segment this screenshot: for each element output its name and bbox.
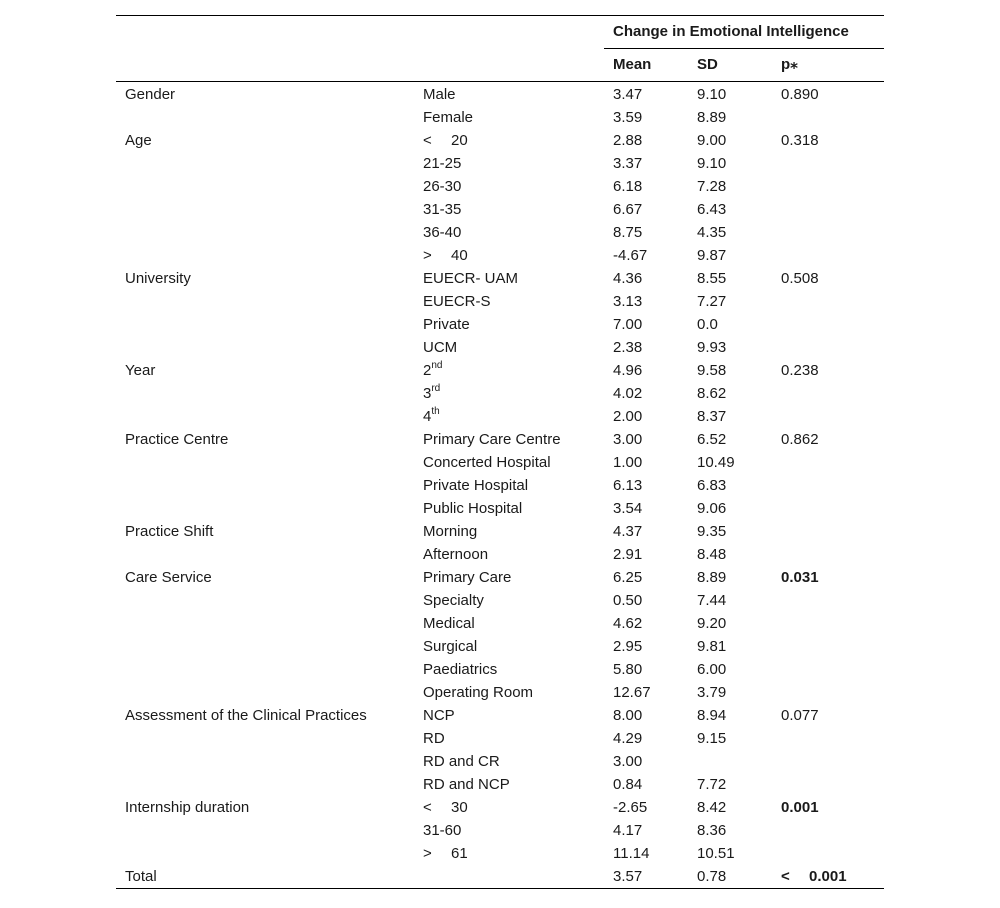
mean-cell: 8.75 xyxy=(613,224,643,241)
table-row xyxy=(116,635,884,658)
header-row-columns xyxy=(116,49,884,82)
variable-cell xyxy=(116,106,414,129)
p-value-cell xyxy=(772,658,884,681)
group-header-title: Change in Emotional Intelligence xyxy=(604,16,884,49)
sd-cell: 8.37 xyxy=(697,408,727,425)
sd-cell: 8.62 xyxy=(697,385,727,402)
mean-cell: 8.00 xyxy=(613,707,643,724)
mean-cell: 3.00 xyxy=(613,431,643,448)
mean-cell: 4.96 xyxy=(613,362,643,379)
mean-cell: 3.54 xyxy=(613,500,643,517)
p-value-cell xyxy=(772,221,884,244)
column-header-sd: SD xyxy=(688,49,772,82)
category-label: Operating Room xyxy=(423,684,534,701)
table-row xyxy=(116,497,884,520)
mean-cell: 4.36 xyxy=(613,270,643,287)
mean-cell: 2.91 xyxy=(613,546,643,563)
category-cell xyxy=(414,336,604,359)
category-label: Female xyxy=(423,109,474,126)
variable-cell xyxy=(116,497,414,520)
sd-cell: 8.89 xyxy=(697,569,727,586)
p-value-cell xyxy=(772,566,884,589)
sd-cell: 9.06 xyxy=(697,500,727,517)
category-cell xyxy=(414,543,604,566)
table-row xyxy=(116,842,884,865)
variable-cell xyxy=(116,336,414,359)
category-label: Primary Care xyxy=(423,569,512,586)
mean-cell: 2.38 xyxy=(613,339,643,356)
p-value-cell xyxy=(772,244,884,267)
sd-cell: 7.27 xyxy=(697,293,727,310)
variable-cell xyxy=(116,750,414,773)
category-cell xyxy=(414,313,604,336)
variable-cell: Total xyxy=(116,865,414,889)
category-label: Male xyxy=(423,86,456,103)
p-value-cell xyxy=(772,842,884,865)
p-value: 0.862 xyxy=(781,431,819,448)
header-blank-cell xyxy=(116,49,414,82)
category-cell xyxy=(414,290,604,313)
table-row xyxy=(116,750,884,773)
category-cell xyxy=(414,704,604,727)
p-value-cell xyxy=(772,382,884,405)
table-row xyxy=(116,428,884,451)
table-row xyxy=(116,681,884,704)
sd-cell: 0.0 xyxy=(697,316,718,333)
p-value-cell xyxy=(772,129,884,152)
mean-cell: 2.88 xyxy=(613,132,643,149)
category-cell xyxy=(414,681,604,704)
category-label: Morning xyxy=(423,523,478,540)
table-row xyxy=(116,612,884,635)
p-value-cell xyxy=(772,727,884,750)
category-label: 30 xyxy=(451,799,468,816)
comparison-symbol: > xyxy=(423,845,432,862)
table-row xyxy=(116,359,884,382)
table-row xyxy=(116,313,884,336)
category-label: Afternoon xyxy=(423,546,489,563)
table-row xyxy=(116,290,884,313)
category-label: 26-30 xyxy=(423,178,462,195)
variable-cell xyxy=(116,221,414,244)
sd-cell: 9.87 xyxy=(697,247,727,264)
table-row xyxy=(116,451,884,474)
category-label: EUECR- UAM xyxy=(423,270,519,287)
p-value: 0.001 xyxy=(809,868,847,885)
category-cell xyxy=(414,796,604,819)
variable-cell xyxy=(116,635,414,658)
category-cell xyxy=(414,520,604,543)
variable-cell xyxy=(116,589,414,612)
table-row xyxy=(116,474,884,497)
category-label: Concerted Hospital xyxy=(423,454,551,471)
mean-cell: 4.02 xyxy=(613,385,643,402)
variable-cell xyxy=(116,290,414,313)
comparison-symbol: < xyxy=(423,799,432,816)
sd-cell: 10.49 xyxy=(697,454,735,471)
p-value-cell xyxy=(772,106,884,129)
category-cell xyxy=(414,566,604,589)
category-cell xyxy=(414,405,604,428)
mean-cell: 3.37 xyxy=(613,155,643,172)
p-value-cell xyxy=(772,451,884,474)
table-row xyxy=(116,819,884,842)
sd-cell: 0.78 xyxy=(688,865,772,889)
sd-cell: 7.28 xyxy=(697,178,727,195)
category-cell xyxy=(414,267,604,290)
category-label: 21-25 xyxy=(423,155,462,172)
table-row xyxy=(116,382,884,405)
p-value-cell xyxy=(772,750,884,773)
sd-cell: 8.36 xyxy=(697,822,727,839)
mean-cell: 2.95 xyxy=(613,638,643,655)
table-row xyxy=(116,658,884,681)
p-value: 0.001 xyxy=(781,799,819,816)
variable-cell xyxy=(116,451,414,474)
p-value-cell xyxy=(772,681,884,704)
category-cell xyxy=(414,750,604,773)
category-cell xyxy=(414,474,604,497)
sd-cell: 6.52 xyxy=(697,431,727,448)
mean-cell: 6.13 xyxy=(613,477,643,494)
mean-cell: 6.67 xyxy=(613,201,643,218)
p-value-cell xyxy=(772,773,884,796)
mean-cell: 4.29 xyxy=(613,730,643,747)
sd-cell: 7.44 xyxy=(697,592,727,609)
table-row xyxy=(116,336,884,359)
table-row xyxy=(116,82,884,107)
category-label: Surgical xyxy=(423,638,478,655)
category-label: 31-60 xyxy=(423,822,462,839)
mean-cell: 3.00 xyxy=(613,753,643,770)
category-cell xyxy=(414,727,604,750)
variable-cell xyxy=(116,405,414,428)
category-cell xyxy=(414,773,604,796)
table-row xyxy=(116,566,884,589)
table-body xyxy=(116,82,884,889)
p-value-cell xyxy=(772,497,884,520)
mean-cell: 4.62 xyxy=(613,615,643,632)
variable-cell xyxy=(116,612,414,635)
p-value-cell xyxy=(772,543,884,566)
variable-cell: Year xyxy=(125,362,156,379)
p-value-cell xyxy=(772,474,884,497)
category-label: UCM xyxy=(423,339,458,356)
p-value: 0.031 xyxy=(781,569,819,586)
p-value-cell xyxy=(772,405,884,428)
sd-cell: 7.72 xyxy=(697,776,727,793)
variable-cell: Practice Shift xyxy=(125,523,214,540)
table-row xyxy=(116,865,884,889)
variable-cell xyxy=(116,773,414,796)
p-value-cell xyxy=(772,865,884,889)
variable-cell: Practice Centre xyxy=(125,431,229,448)
sd-cell: 9.10 xyxy=(697,155,727,172)
header-blank-cell xyxy=(414,49,604,82)
variable-cell xyxy=(116,313,414,336)
p-value-cell xyxy=(772,635,884,658)
p-value-cell xyxy=(772,313,884,336)
variable-cell xyxy=(116,382,414,405)
table-row xyxy=(116,267,884,290)
sd-cell: 9.10 xyxy=(697,86,727,103)
p-value-cell xyxy=(772,520,884,543)
mean-cell: 0.84 xyxy=(613,776,643,793)
category-cell xyxy=(414,865,604,889)
category-label: Paediatrics xyxy=(423,661,498,678)
category-label: NCP xyxy=(423,707,455,724)
variable-cell xyxy=(116,152,414,175)
variable-cell xyxy=(116,543,414,566)
table-row xyxy=(116,704,884,727)
category-cell xyxy=(414,359,604,382)
category-cell xyxy=(414,842,604,865)
category-label: EUECR-S xyxy=(423,293,491,310)
table-row xyxy=(116,244,884,267)
category-label: 36-40 xyxy=(423,224,462,241)
variable-cell xyxy=(116,244,414,267)
category-label: Specialty xyxy=(423,592,484,609)
category-cell xyxy=(414,221,604,244)
comparison-symbol: > xyxy=(423,247,432,264)
table-row xyxy=(116,405,884,428)
sd-cell: 8.55 xyxy=(697,270,727,287)
variable-cell: Assessment of the Clinical Practices xyxy=(125,707,367,724)
p-value: 0.318 xyxy=(781,132,819,149)
p-value: 0.508 xyxy=(781,270,819,287)
p-value-cell xyxy=(772,704,884,727)
sd-cell: 4.35 xyxy=(697,224,727,241)
category-cell xyxy=(414,244,604,267)
ordinal-suffix: th xyxy=(431,406,440,417)
p-value: 0.077 xyxy=(781,707,819,724)
category-cell xyxy=(414,382,604,405)
p-value-cell xyxy=(772,82,884,107)
sd-cell: 9.20 xyxy=(697,615,727,632)
category-cell xyxy=(414,658,604,681)
p-value-cell xyxy=(772,290,884,313)
mean-cell: 3.59 xyxy=(613,109,643,126)
sd-cell: 6.83 xyxy=(697,477,727,494)
mean-cell: 4.17 xyxy=(613,822,643,839)
p-value-cell xyxy=(772,589,884,612)
p-value-cell xyxy=(772,175,884,198)
variable-cell xyxy=(116,175,414,198)
variable-cell xyxy=(116,842,414,865)
column-header-p: p⁎ xyxy=(772,49,884,82)
p-value-cell xyxy=(772,796,884,819)
category-cell xyxy=(414,198,604,221)
table-row xyxy=(116,589,884,612)
category-cell xyxy=(414,106,604,129)
table-row xyxy=(116,106,884,129)
mean-cell: 4.37 xyxy=(613,523,643,540)
sd-cell: 8.94 xyxy=(697,707,727,724)
mean-cell: 3.13 xyxy=(613,293,643,310)
category-label: 4 xyxy=(423,408,432,425)
column-header-mean: Mean xyxy=(604,49,688,82)
mean-cell: 6.25 xyxy=(613,569,643,586)
mean-cell: 0.50 xyxy=(613,592,643,609)
ordinal-suffix: rd xyxy=(431,383,441,394)
variable-cell xyxy=(116,198,414,221)
mean-cell: 1.00 xyxy=(613,454,643,471)
sd-cell: 9.58 xyxy=(697,362,727,379)
variable-cell: Gender xyxy=(125,86,176,103)
variable-cell xyxy=(116,658,414,681)
table-row xyxy=(116,543,884,566)
variable-cell: Internship duration xyxy=(125,799,250,816)
category-cell xyxy=(414,497,604,520)
category-cell xyxy=(414,451,604,474)
category-cell xyxy=(414,82,604,107)
mean-cell: -2.65 xyxy=(613,799,648,816)
comparison-symbol: < xyxy=(423,132,432,149)
table-row xyxy=(116,129,884,152)
header-row-group xyxy=(116,16,884,49)
sd-cell: 6.43 xyxy=(697,201,727,218)
category-cell xyxy=(414,635,604,658)
category-label: Private xyxy=(423,316,470,333)
mean-cell: 7.00 xyxy=(613,316,643,333)
sd-cell: 9.81 xyxy=(697,638,727,655)
category-cell xyxy=(414,589,604,612)
p-value-cell xyxy=(772,198,884,221)
mean-cell: 12.67 xyxy=(613,684,651,701)
sd-cell: 9.15 xyxy=(697,730,727,747)
variable-cell: University xyxy=(125,270,191,287)
category-label: RD xyxy=(423,730,445,747)
table-row xyxy=(116,175,884,198)
category-label: 61 xyxy=(451,845,468,862)
sd-cell: 10.51 xyxy=(697,845,735,862)
category-label: 20 xyxy=(451,132,468,149)
sd-cell: 9.00 xyxy=(697,132,727,149)
sd-cell: 8.42 xyxy=(697,799,727,816)
variable-cell xyxy=(116,681,414,704)
comparison-symbol: < xyxy=(781,868,790,885)
variable-cell xyxy=(116,727,414,750)
category-cell xyxy=(414,129,604,152)
category-label: 3 xyxy=(423,385,432,402)
p-value-cell xyxy=(772,152,884,175)
variable-cell: Care Service xyxy=(125,569,212,586)
table-row xyxy=(116,520,884,543)
category-cell xyxy=(414,612,604,635)
mean-cell: 3.57 xyxy=(604,865,688,889)
category-cell xyxy=(414,152,604,175)
ordinal-suffix: nd xyxy=(431,360,443,371)
category-label: Primary Care Centre xyxy=(423,431,561,448)
category-cell xyxy=(414,819,604,842)
category-label: RD and CR xyxy=(423,753,500,770)
results-table-container xyxy=(116,15,884,889)
mean-cell: 11.14 xyxy=(613,845,650,862)
category-label: Medical xyxy=(423,615,475,632)
table-row xyxy=(116,152,884,175)
p-value-cell xyxy=(772,359,884,382)
category-cell xyxy=(414,428,604,451)
mean-cell: 6.18 xyxy=(613,178,643,195)
category-label: RD and NCP xyxy=(423,776,510,793)
variable-cell xyxy=(116,819,414,842)
category-label: Public Hospital xyxy=(423,500,523,517)
sd-cell: 6.00 xyxy=(697,661,727,678)
p-value-cell xyxy=(772,336,884,359)
p-value-cell xyxy=(772,612,884,635)
variable-cell xyxy=(116,474,414,497)
sd-cell: 8.89 xyxy=(697,109,727,126)
sd-cell xyxy=(688,750,772,773)
category-label: 31-35 xyxy=(423,201,462,218)
sd-cell: 8.48 xyxy=(697,546,727,563)
category-label: Private Hospital xyxy=(423,477,529,494)
mean-cell: 5.80 xyxy=(613,661,643,678)
p-value-cell xyxy=(772,267,884,290)
variable-cell: Age xyxy=(125,132,152,149)
p-value-cell xyxy=(772,428,884,451)
table-row xyxy=(116,796,884,819)
category-label: 40 xyxy=(451,247,468,264)
header-blank-cell xyxy=(414,16,604,49)
table-row xyxy=(116,773,884,796)
emotional-intelligence-table xyxy=(116,15,884,889)
mean-cell: 3.47 xyxy=(613,86,643,103)
category-label: 2 xyxy=(423,362,432,379)
p-value: 0.890 xyxy=(781,86,819,103)
table-row xyxy=(116,198,884,221)
p-value: 0.238 xyxy=(781,362,819,379)
mean-cell: -4.67 xyxy=(613,247,648,264)
sd-cell: 3.79 xyxy=(697,684,727,701)
category-cell xyxy=(414,175,604,198)
sd-cell: 9.35 xyxy=(697,523,727,540)
mean-cell: 2.00 xyxy=(613,408,643,425)
sd-cell: 9.93 xyxy=(697,339,727,356)
p-value-cell xyxy=(772,819,884,842)
table-row xyxy=(116,221,884,244)
table-row xyxy=(116,727,884,750)
header-blank-cell xyxy=(116,16,414,49)
